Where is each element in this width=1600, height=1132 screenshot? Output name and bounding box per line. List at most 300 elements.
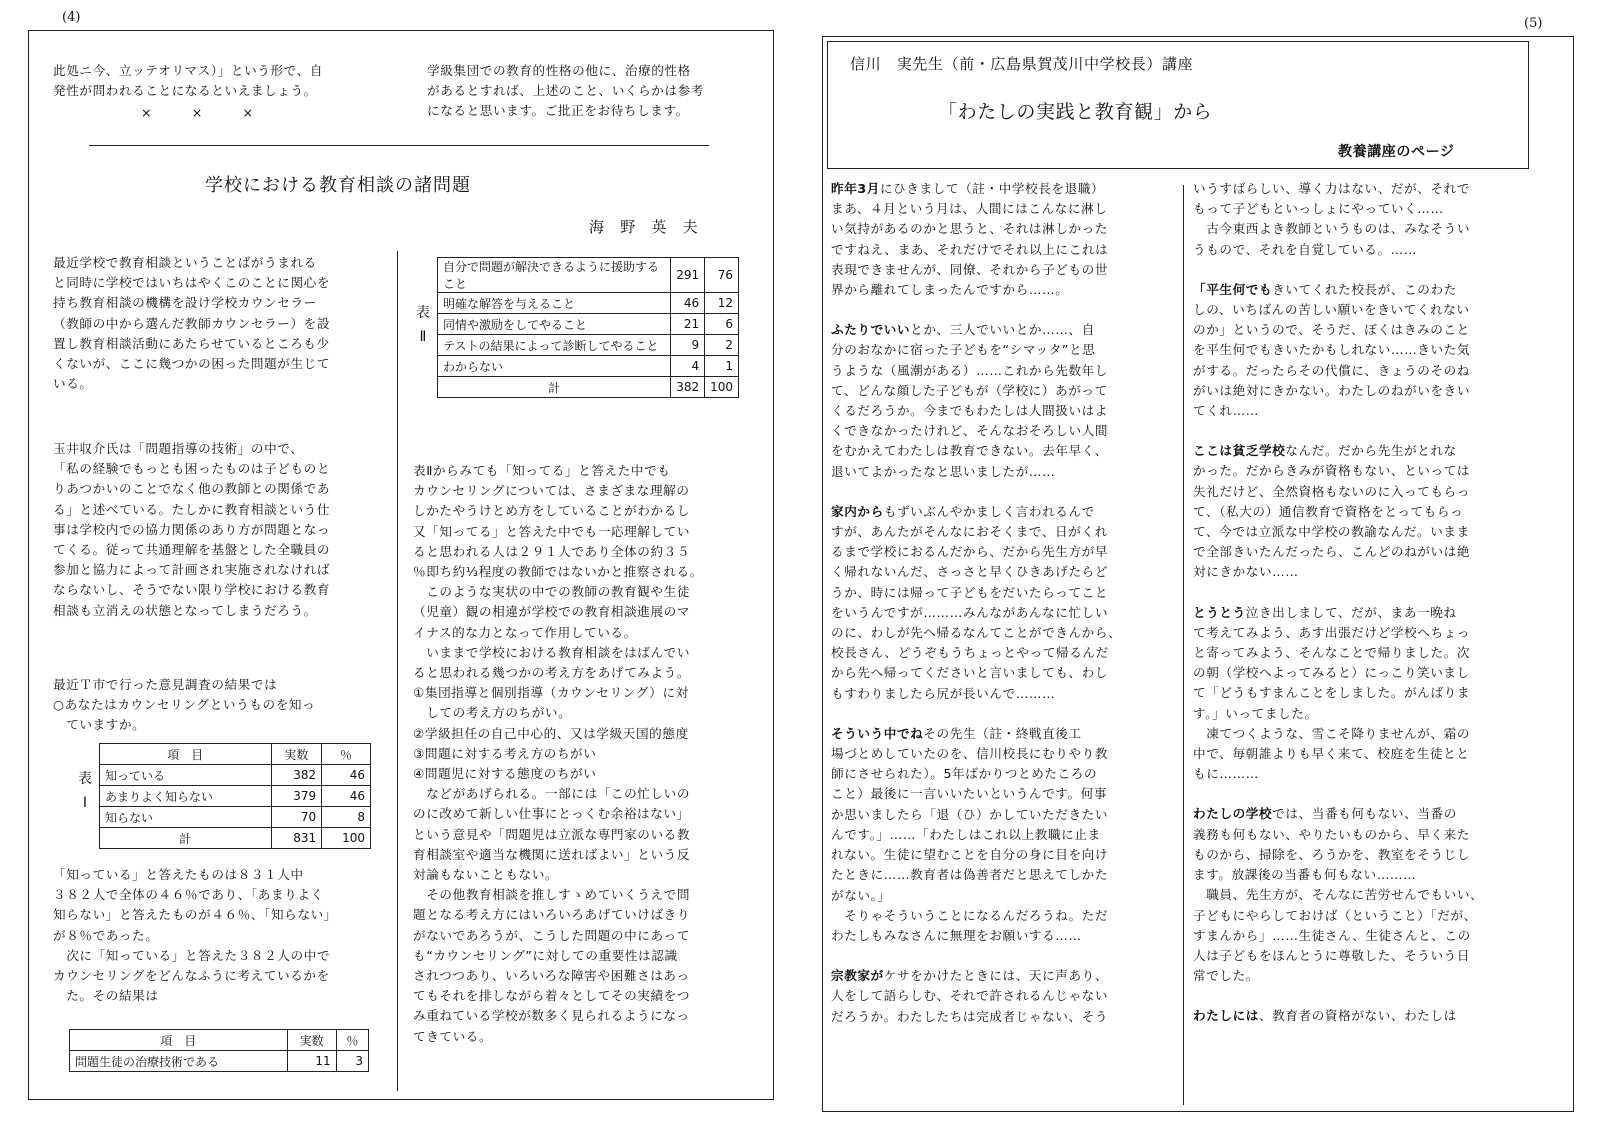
line-text: て、今では立派な中学校の教諭なんだ。いまま (1193, 524, 1470, 540)
article-column-2-p1 (413, 461, 763, 1047)
text-line (831, 219, 1177, 239)
text-line: てくる。従って共通理解を基盤とした全職員の (53, 542, 331, 558)
text-line: ３８２人で全体の４６％であり、「あまりよく (53, 887, 324, 903)
line-text: 場づとめしていたのを、信川校長にむりやり教 (831, 746, 1109, 762)
lecture-header-box (827, 41, 1529, 169)
table-cell: 291 (671, 258, 705, 293)
text-line: ると思われる幾つかの考え方をあげてみよう。 (413, 665, 691, 681)
text-line (831, 764, 1177, 784)
paragraph-lead: 宗教家が (831, 968, 884, 984)
text-line: （教師の中から選んだ教師カウンセラー）を設 (53, 315, 331, 331)
text-line (831, 966, 1177, 986)
text-line: 次に「知っている」と答えた３８２人の中で (53, 947, 331, 963)
table-row (438, 356, 739, 377)
text-line (1193, 502, 1545, 522)
text-line (1193, 663, 1545, 683)
text-line (831, 663, 1177, 683)
line-text: すが、あんたがそんなにおそくまで、日がくれ (831, 524, 1108, 540)
text-line: 題となる考え方にはいろいろあげていけばきり (413, 907, 691, 923)
table-cell: 11 (287, 1051, 336, 1072)
text-line (831, 1007, 1177, 1027)
article-column-1-p3 (53, 675, 389, 736)
table-cell: 46 (322, 765, 371, 786)
text-line: その他教育相談を推しすゝめていくうえで問 (413, 887, 691, 903)
text-line: いままで学校における教育相談をはばんでい (413, 644, 691, 660)
text-line (831, 986, 1177, 1006)
paragraph-lead: ここは貧乏学校 (1193, 443, 1286, 459)
text-line (1193, 441, 1545, 461)
lecture-header-title: 「わたしの実践と教育観」から (938, 101, 1213, 123)
table-cell: 知っている (100, 765, 272, 786)
line-text: うような（風潮がある）……これから先数年し (831, 362, 1109, 378)
line-text: をむかえてわたしは教育できない。去年早く、 (831, 443, 1108, 459)
line-text: 人は子どもをほんとうに尊敬した、そういう日 (1193, 947, 1471, 963)
text-line (1193, 199, 1545, 219)
text-line: ％即ち約⅓程度の教師ではないかと推察される。 (413, 564, 703, 580)
left-page (28, 30, 774, 1100)
line-text: 、教育者の資格がない、わたしは (1258, 1008, 1457, 1024)
article-column-1-p4 (53, 865, 393, 1006)
text-line (1193, 683, 1545, 703)
line-text: なんだ。だから先生がとれな (1285, 443, 1457, 459)
table-cell: 知らない (100, 807, 272, 828)
page-number-right: (5) (1524, 16, 1543, 31)
table3 (69, 1029, 369, 1072)
table-cell: 2 (705, 335, 739, 356)
text-line (831, 825, 1177, 845)
table-side-label: 表 (416, 305, 430, 321)
text-line (1193, 906, 1545, 926)
line-text: と寄ってみよう、そんなことで帰りました。次 (1193, 645, 1471, 661)
text-line (1193, 643, 1545, 663)
line-text: て、どんな顔した子どもが（学校に）あがって (831, 382, 1108, 398)
line-text: ケサをかけたときには、天に声あり、 (883, 968, 1109, 984)
text-line (831, 421, 1177, 441)
text-line (1193, 280, 1545, 300)
table1 (99, 743, 371, 849)
text-line: のに改めて新しい仕事にとっくむ余裕はない」 (413, 806, 690, 822)
text-line (831, 744, 1177, 764)
table-cell: 70 (271, 807, 321, 828)
text-line (831, 542, 1177, 562)
line-text: ですねえ、まあ、それだけでそれ以上にこれは (831, 241, 1109, 257)
table-cell: 自分で問題が解決できるように援助すること (438, 258, 671, 293)
table-cell: 382 (271, 765, 321, 786)
line-text: がいは絶対にきかない。わたしのねがいをきい (1193, 382, 1471, 398)
text-line (831, 603, 1177, 623)
paragraph-lead: ふたりでいい (831, 322, 911, 338)
text-line: ④問題児に対する態度のちがい (413, 766, 597, 782)
lecture-header-line1: 信川 実先生（前・広島県賀茂川中学校長）講座 (850, 55, 1194, 73)
table-row (100, 786, 371, 807)
text-line (831, 502, 1177, 522)
text-line: りあつかいのことでなく他の教師との関係であ (53, 481, 331, 497)
table-header-cell: 項 目 (100, 744, 272, 765)
line-text: すまんから」……生徒さん、生徒さんと、この (1193, 927, 1471, 943)
table-cell: 9 (671, 335, 705, 356)
text-line (1193, 179, 1545, 199)
table-row (438, 335, 739, 356)
line-text: その先生（註・終戦直後工 (923, 725, 1082, 741)
text-line (831, 522, 1177, 542)
table-header-cell: ％ (336, 1030, 368, 1051)
text-line: 又「知ってる」と答えた中でも一応理解してい (413, 523, 691, 539)
table-side-label: 表 (78, 771, 92, 787)
text-line (831, 784, 1177, 804)
lecture-column-2 (1193, 179, 1545, 1027)
line-text: にひきまして（註・中学校長を退職） (879, 181, 1105, 196)
paragraph-lead: 家内から (831, 503, 884, 519)
text-line: 表Ⅱからみても「知ってる」と答えた中でも (413, 463, 671, 478)
text-line (831, 199, 1177, 219)
text-line (1193, 1006, 1545, 1026)
line-text: て「どうもすまんことをしました。がんばりま (1193, 685, 1471, 701)
table-header-row (70, 1030, 369, 1051)
text-line (831, 926, 1177, 946)
text-line: くないが、ここに幾つかの困った問題が生じて (53, 356, 331, 372)
text-line (1193, 320, 1545, 340)
table-cell: 100 (705, 377, 739, 398)
line-text: 凍てつくような、雪こそ降りませんが、霜の (1193, 725, 1471, 741)
text-line: 参加と協力によって計画され実施されなければ (53, 562, 331, 578)
table-cell: 76 (705, 258, 739, 293)
text-line (831, 643, 1177, 663)
line-text: ます。放課後の当番も何もない……… (1193, 867, 1417, 883)
table-cell: 100 (322, 828, 371, 849)
line-text: わたしもみなさんに無理をお願いする…… (831, 927, 1082, 943)
line-text: いうすばらしい、導く力はない、だが、それで (1193, 181, 1471, 196)
text-line: （児童）観の相違が学校での教育相談進展のマ (413, 604, 691, 620)
table-row (438, 314, 739, 335)
text-line (1193, 825, 1545, 845)
text-line (1193, 623, 1545, 643)
table-header-cell: 実数 (271, 744, 321, 765)
line-text: て、（私大の）通信教育で資格をとってもらっ (1193, 503, 1464, 519)
right-page (822, 36, 1574, 1112)
text-line (1193, 240, 1545, 260)
text-line (831, 562, 1177, 582)
text-line (1193, 865, 1545, 885)
text-line (831, 179, 1177, 199)
line-text: うか、時には帰って子どもをだいたらってこと (831, 584, 1109, 600)
text-line: ○あなたはカウンセリングというものを知っ (53, 697, 316, 713)
table-cell: 同情や激励をしてやること (438, 314, 671, 335)
line-text: のか」というので、そうだ、ぼくはきみのこと (1193, 322, 1470, 338)
column-divider-right (1183, 185, 1184, 1105)
line-text: 校長さん、どうぞもうちょっとやって帰るんだ (831, 645, 1109, 661)
line-text: 職員、先生方が、そんなに苦労せんでもいい、 (1193, 887, 1484, 903)
text-line (831, 865, 1177, 885)
text-line (1193, 542, 1545, 562)
table-cell: あまりよく知らない (100, 786, 272, 807)
table-cell: 明確な解答を与えること (438, 293, 671, 314)
text-line: 相談も立消えの状態となってしまうだろう。 (53, 602, 317, 618)
line-text: 子どもにやらしておけば（ということ）「だが、 (1193, 907, 1477, 923)
text-line: 育相談室や適当な機関に送ればよい」という反 (413, 846, 691, 862)
text-line (831, 240, 1177, 260)
line-text: とか、三人でいいとか……、自 (910, 322, 1095, 338)
article-title: 学校における教育相談の諸問題 (205, 175, 471, 196)
line-text: うもので、それを自覚している。…… (1193, 241, 1418, 257)
text-line: 「私の経験でもっとも困ったものは子どものと (53, 461, 331, 477)
text-line (831, 623, 1177, 643)
text-line (1193, 764, 1545, 784)
line-text: くるだろうか。今までもわたしは人間扱いはよ (831, 403, 1109, 419)
line-text: 分のおなかに宿った子どもを“シマッタ”と思 (831, 342, 1096, 358)
table-cell: 46 (671, 293, 705, 314)
line-text: もすわりましたら尻が長いんで……… (831, 685, 1056, 701)
article-author: 海 野 英 夫 (589, 218, 699, 236)
text-line: カウンセリングについては、さまざまな理解の (413, 483, 690, 499)
line-text: 泣き出しまして、だが、まあ一晩ね (1245, 604, 1457, 620)
text-line (1193, 401, 1545, 421)
text-line (1193, 744, 1545, 764)
crosses-separator: × × × (141, 105, 254, 120)
line-text: てくれ…… (1193, 403, 1259, 419)
continued-text-left (53, 61, 393, 101)
text-line: も“カウンセリング”に対しての重要性は認識 (413, 947, 678, 963)
text-line (831, 724, 1177, 744)
text-line (1193, 603, 1545, 623)
table-header-row (100, 744, 371, 765)
text-line (1193, 724, 1545, 744)
table-cell: 46 (322, 786, 371, 807)
table-cell: テストの結果によって診断してやること (438, 335, 671, 356)
text-line (1193, 522, 1545, 542)
table-cell: 6 (705, 314, 739, 335)
table-row (100, 807, 371, 828)
table-header-cell: 実数 (287, 1030, 336, 1051)
line-text: きいてくれた校長が、このわた (1272, 281, 1457, 297)
text-line: 知らない」と答えたものが４６％、「知らない」 (53, 907, 337, 923)
text-line: がないであろうが、こうした問題の中にあって (413, 927, 690, 943)
text-line (831, 845, 1177, 865)
text-line (831, 260, 1177, 280)
text-line: た。その結果は (53, 988, 159, 1004)
line-text: で全部きいたんだったら、こんどのねがいは絶 (1193, 544, 1471, 560)
text-line (831, 401, 1177, 421)
text-line (831, 684, 1177, 704)
text-line: カウンセリングをどんなふうに考えているかを (53, 968, 330, 984)
table-cell: 21 (671, 314, 705, 335)
line-text: そりゃそういうことになるんだろうね。ただ (831, 907, 1109, 923)
text-line: 学級集団での教育的性格の他に、治療的性格 (427, 63, 691, 78)
article-column-1-p2 (53, 439, 389, 621)
line-text: のに、わしが先へ帰るなんてことができんから、 (831, 625, 1122, 641)
lecture-header-section: 教養講座のページ (1338, 144, 1455, 160)
line-text: 古今東西よき教師というものは、みなそうい (1193, 221, 1471, 237)
table2 (437, 257, 739, 398)
table2-label (415, 301, 431, 349)
line-text: たときに……教育者は偽善者だと思えてしかた (831, 867, 1109, 883)
line-text: す。」いってました。 (1193, 705, 1318, 721)
line-text: んです。」……「わたしはこれ以上教職に止ま (831, 826, 1101, 842)
line-text: 師にさせられた）。5年ばかりつとめたころの (831, 766, 1098, 782)
text-line (831, 361, 1177, 381)
table-cell: 4 (671, 356, 705, 377)
text-line: ①集団指導と個別指導（カウンセリング）に対 (413, 685, 689, 701)
text-line (1193, 966, 1545, 986)
line-text: く帰れないんだ、さっさと早くひきあげたらど (831, 564, 1109, 580)
line-text: では、当番も何もない、当番の (1272, 806, 1457, 822)
text-line (1193, 704, 1545, 724)
line-text: を平生何でもきいたかもしれない……きいた気 (1193, 342, 1471, 358)
line-text: ものから、掃除を、ろうかを、教室をそうじし (1193, 846, 1471, 862)
text-line: ると思われる人は２９１人であり全体の約３５ (413, 543, 691, 559)
table-cell: 8 (322, 807, 371, 828)
paragraph-lead: とうとう (1193, 604, 1246, 620)
table-cell: 1 (705, 356, 739, 377)
paragraph-lead: そういう中でね (831, 725, 924, 741)
text-line: 此処ニ今、立ッテオリマス）」という形で、自 (53, 63, 324, 78)
line-text: の朝（学校へよってみると）にっこり笑いまし (1193, 665, 1470, 681)
text-line: が８％であった。 (53, 927, 159, 943)
line-text: がない。」 (831, 887, 891, 903)
text-line (1193, 562, 1545, 582)
text-line: 置し教育相談活動にあたらせているところも少 (53, 335, 330, 351)
table-header-cell: ％ (322, 744, 371, 765)
text-line: ②学級担任の自己中心的、又は学級天国的態度 (413, 725, 689, 741)
text-line (1193, 219, 1545, 239)
text-line (1193, 804, 1545, 824)
table-side-label: Ⅱ (419, 329, 427, 345)
text-line (831, 805, 1177, 825)
text-line (831, 906, 1177, 926)
text-line: しての考え方のちがい。 (413, 705, 572, 721)
paragraph-lead: 昨年3月 (831, 181, 880, 196)
text-line: という意見や「問題児は立派な専門家のいる教 (413, 826, 691, 842)
lecture-column-1 (831, 179, 1177, 1027)
line-text: しの、いちばんの苦しい願いをきいてくれない (1193, 302, 1470, 318)
line-text: 常でした。 (1193, 968, 1259, 984)
text-line: み重ねている学校が数多く見られるようになっ (413, 1008, 690, 1024)
continued-text-right (427, 61, 767, 122)
table-cell: 831 (271, 828, 321, 849)
table-row (438, 293, 739, 314)
text-line: 「知っている」と答えたものは８３１人中 (53, 867, 304, 882)
text-line: があるとすれば、上述のこと、いくらかは参考 (427, 83, 705, 99)
text-line (831, 441, 1177, 461)
line-text: 退いてよかったなと思いましたが…… (831, 463, 1056, 479)
text-line (831, 462, 1177, 482)
text-line (1193, 381, 1545, 401)
line-text: だろうか。わたしたちは完成者じゃない、そう (831, 1008, 1109, 1024)
line-text: か思いましたら「退（ひ）かしていただきたい (831, 806, 1109, 822)
line-text: て考えてみよう、あす出張だけど学校へちょっ (1193, 624, 1471, 640)
text-line: しかたやうけとめ方をしていることがわかるし (413, 503, 691, 519)
text-line: 発性が問われることになるといえましょう。 (53, 83, 317, 99)
line-text: こと）最後に一言いいたいというんです。何事 (831, 786, 1108, 802)
text-line: てもそれを排しながら着々としてその実績をつ (413, 988, 691, 1004)
line-text: くできなかったけれど、そんなおそろしい人間 (831, 423, 1109, 439)
table-cell: 382 (671, 377, 705, 398)
line-text: 表現できませんが、同僚、それから子どもの世 (831, 261, 1109, 277)
paragraph-lead: わたしの学校 (1193, 806, 1273, 822)
text-line: イナス的な力となって作用している。 (413, 624, 637, 640)
article-column-1-p1 (53, 253, 389, 394)
text-line (831, 886, 1177, 906)
text-line (1193, 361, 1545, 381)
text-line: 持ち教育相談の機構を設け学校カウンセラー (53, 295, 317, 311)
text-line (831, 280, 1177, 300)
text-line: ならないし、そうでない限り学校における教育 (53, 582, 331, 598)
table-row (100, 765, 371, 786)
text-line: になると思います。ご批正をお待ちします。 (427, 103, 689, 119)
table-cell: 379 (271, 786, 321, 807)
text-line (831, 320, 1177, 340)
text-line: ていますか。 (53, 717, 146, 733)
table-row (70, 1051, 369, 1072)
text-line (1193, 300, 1545, 320)
table-row (100, 828, 371, 849)
line-text: 義務も何もない、やりたいものから、早く来た (1193, 826, 1471, 842)
text-line (1193, 461, 1545, 481)
table-row (438, 258, 739, 293)
text-line: 最近学校で教育相談ということばがうまれる (53, 255, 317, 270)
text-line: されつつあり、いろいろな障害や困難さはあっ (413, 968, 690, 984)
text-line (831, 583, 1177, 603)
table-cell: 計 (100, 828, 272, 849)
text-line (1193, 482, 1545, 502)
line-text: もずいぶんやかましく言われるんで (883, 503, 1095, 519)
text-line: などがあげられる。一部には「この忙しいの (413, 786, 691, 802)
paragraph-lead: 「平生何でも (1193, 281, 1273, 297)
table-cell: 計 (438, 377, 671, 398)
line-text: かった。だからきみが資格もない、といっては (1193, 463, 1471, 479)
text-line: 玉井収介氏は「問題指導の技術」の中で、 (53, 441, 304, 456)
text-line (1193, 946, 1545, 966)
table-cell: わからない (438, 356, 671, 377)
line-text: 対にきかない…… (1193, 564, 1299, 580)
text-line (1193, 885, 1545, 905)
table-row (438, 377, 739, 398)
table-side-label: Ⅰ (82, 795, 88, 811)
line-text: 界から離れてしまったんですから……。 (831, 282, 1069, 298)
text-line: てきている。 (413, 1028, 493, 1044)
table-cell: 3 (336, 1051, 368, 1072)
table1-label (77, 767, 93, 815)
line-text: 中で、毎朝誰よりも早く来て、校庭を生徒とと (1193, 746, 1470, 762)
column-divider (397, 251, 398, 1091)
paragraph-lead: わたしには (1193, 1008, 1259, 1024)
text-line (831, 340, 1177, 360)
page-number-left: (4) (62, 10, 81, 25)
text-line: いる。 (53, 376, 93, 392)
text-line: ③問題に対する考え方のちがい (413, 745, 597, 761)
section-divider (89, 145, 709, 146)
line-text: もって子どもといっしょにやっていく…… (1193, 201, 1444, 217)
table-header-cell: 項 目 (70, 1030, 288, 1051)
line-text: 人をして語らしむ、それで許されるんじゃない (831, 988, 1109, 1004)
line-text: まあ、４月という月は、人間にはこんなに淋し (831, 201, 1108, 217)
text-line (1193, 845, 1545, 865)
text-line (831, 381, 1177, 401)
text-line: 最近Ｔ市で行った意見調査の結果では (53, 677, 278, 692)
text-line: このような実状の中での教師の教育観や生徒 (413, 584, 691, 600)
text-line (1193, 926, 1545, 946)
table-cell: 12 (705, 293, 739, 314)
text-line: る」と述べている。たしかに教育相談という仕 (53, 501, 331, 517)
line-text: るまで学校におるんだから、だから先生方が早 (831, 544, 1109, 560)
line-text: い気持があるのかと思うと、それは淋しかった (831, 221, 1109, 237)
line-text: がする。だったらその代償に、きょうのそのね (1193, 362, 1471, 378)
text-line (1193, 340, 1545, 360)
table-cell: 問題生徒の治療技術である (70, 1051, 288, 1072)
text-line: 事は学校内での協力関係のあり方が問題となっ (53, 521, 331, 537)
line-text: から先へ帰ってくださいと言いましても、わし (831, 665, 1109, 681)
text-line: と同時に学校ではいちはやくこのことに関心を (53, 275, 331, 291)
line-text: をいうんですが………みんながあんなに忙しい (831, 604, 1109, 620)
